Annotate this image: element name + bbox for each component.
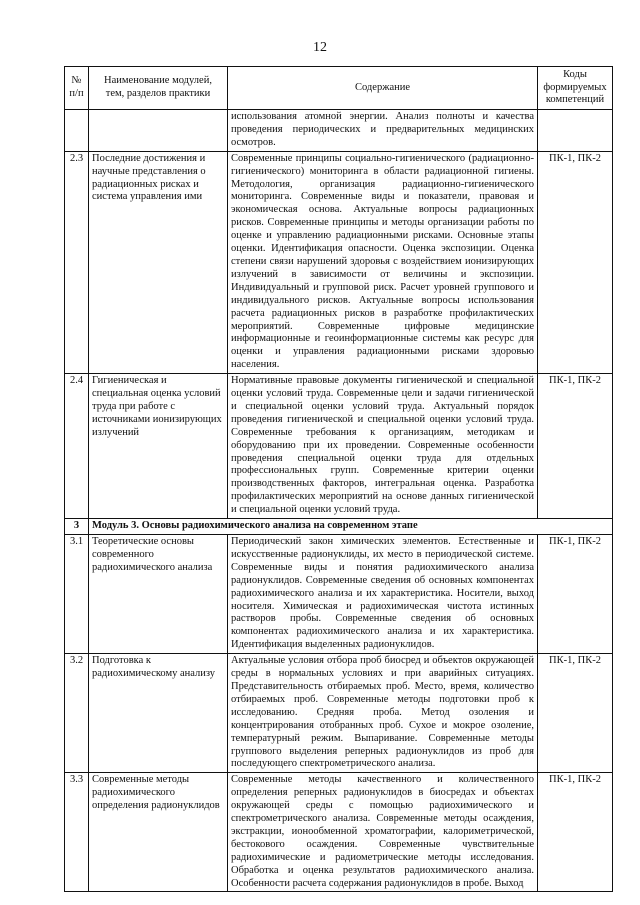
row-num: 3.3 [65,773,89,892]
row-codes: ПК-1, ПК-2 [538,654,613,773]
row-name [89,110,228,152]
module-num: 3 [65,519,89,535]
page-number: 12 [313,40,327,55]
module-row [65,519,613,535]
table-row [65,374,613,519]
header-content: Содержание [228,67,538,110]
row-name: Современные методы радиохимического определения радионуклидов [89,773,228,892]
row-name: Подготовка к радиохимическому анализу [89,654,228,773]
header-codes: Коды формируемых компетенций [538,67,613,110]
row-content: использования атомной энергии. Анализ полноты и качества проведения периодических и предварительных медицинских осмотров. [228,110,538,152]
row-codes: ПК-1, ПК-2 [538,535,613,654]
header-name: Наименование модулей, тем, разделов практики [89,67,228,110]
row-content: Современные методы качественного и количественного определения реперных радионуклидов в биосредах и объектах окружающей среды с помощью радиохимического и спектрометрического анализа. Современные методы осаждения, экстракции, ионообменной хроматографии, калориметрической, бестокового осаждения. Современные чувствительные радиохимические и радиометрические методы исследования. Обработка и оценка результатов радиохимического анализа. Особенности расчета содержания радионуклидов в пробе. Выход [228,773,538,892]
table-row [65,151,613,373]
row-content: Актуальные условия отбора проб биосред и объектов окружающей среды в нормальных условиях и при аварийных ситуациях. Представительность отбираемых проб. Место, время, количество отбираемых проб. Современные методы подготовки проб к исследованию. Средняя проба. Метод озоления и концентрирования отобранных проб. Сухое и мокрое озоление, температурный режим. Выпаривание. Современные методы группового выделения реперных радионуклидов из проб для последующего спектрометрического анализа. [228,654,538,773]
curriculum-table [64,66,613,892]
table-row [65,773,613,892]
row-name: Гигиеническая и специальная оценка условий труда при работе с источниками ионизирующих излучений [89,374,228,519]
table-header-row [65,67,613,110]
header-num: № п/п [65,67,89,110]
module-title: Модуль 3. Основы радиохимического анализа на современном этапе [89,519,613,535]
row-num: 3.2 [65,654,89,773]
row-codes [538,110,613,152]
row-name: Последние достижения и научные представления о радиационных рисках и система управления ими [89,151,228,373]
row-content: Современные принципы социально-гигиенического (радиационно-гигиенического) мониторинга в области радиационной гигиены. Методология, организация радиационно-гигиенического мониторинга. Современные виды и показатели, правовая и экономическая основа. Актуальные вопросы радиационных рисков. Современные принципы и методы организации работы по оценке и управлению радиационными рисками. Основные этапы оценки. Идентификация опасности. Оценка экспозиции. Оценка степени связи нарушений здоровья с воздействием ионизирующих излучений в зависимости от величины и экспозиции. Индивидуальный и групповой риск. Расчет уровней группового и индивидуального рисков. Актуальные вопросы использования расчета радиационных рисков в разработке профилактических мероприятий. Современные цифровые медицинские информационные и геоинформационные системы как ресурс для оценки и управления радиационными рисками здоровью населения. [228,151,538,373]
row-num: 3.1 [65,535,89,654]
row-codes: ПК-1, ПК-2 [538,773,613,892]
row-codes: ПК-1, ПК-2 [538,151,613,373]
row-content: Периодический закон химических элементов. Естественные и искусственные радионуклиды, их место в периодической системе. Современные виды и понятия радиохимического анализа радионуклидов. Современные сведения об основных компонентах радиохимического анализа и их характеристика. Носители, выход носителя. Химическая и радиохимическая чистота истинных растворов пробы. Современные сведения об основных компонентах радиохимического анализа и их характеристика. Идентификация выделенных радионуклидов. [228,535,538,654]
row-codes: ПК-1, ПК-2 [538,374,613,519]
table-row [65,110,613,152]
row-content: Нормативные правовые документы гигиенической и специальной оценки условий труда. Современные цели и задачи гигиенической и специальной оценки условий труда. Актуальный порядок проведения гигиенической и специальной оценки условий труда. Современные требования к организациям, методикам и оборудованию при их проведении. Современные особенности проведения специальной оценки труда для отдельных профессиональных групп. Современные критерии оценки производственных факторов, интегральная оценка. Разработка профилактических мероприятий на основе данных гигиенической и специальной оценки условий труда. [228,374,538,519]
table-row [65,654,613,773]
row-name: Теоретические основы современного радиохимического анализа [89,535,228,654]
row-num: 2.4 [65,374,89,519]
row-num: 2.3 [65,151,89,373]
table-row [65,535,613,654]
row-num [65,110,89,152]
